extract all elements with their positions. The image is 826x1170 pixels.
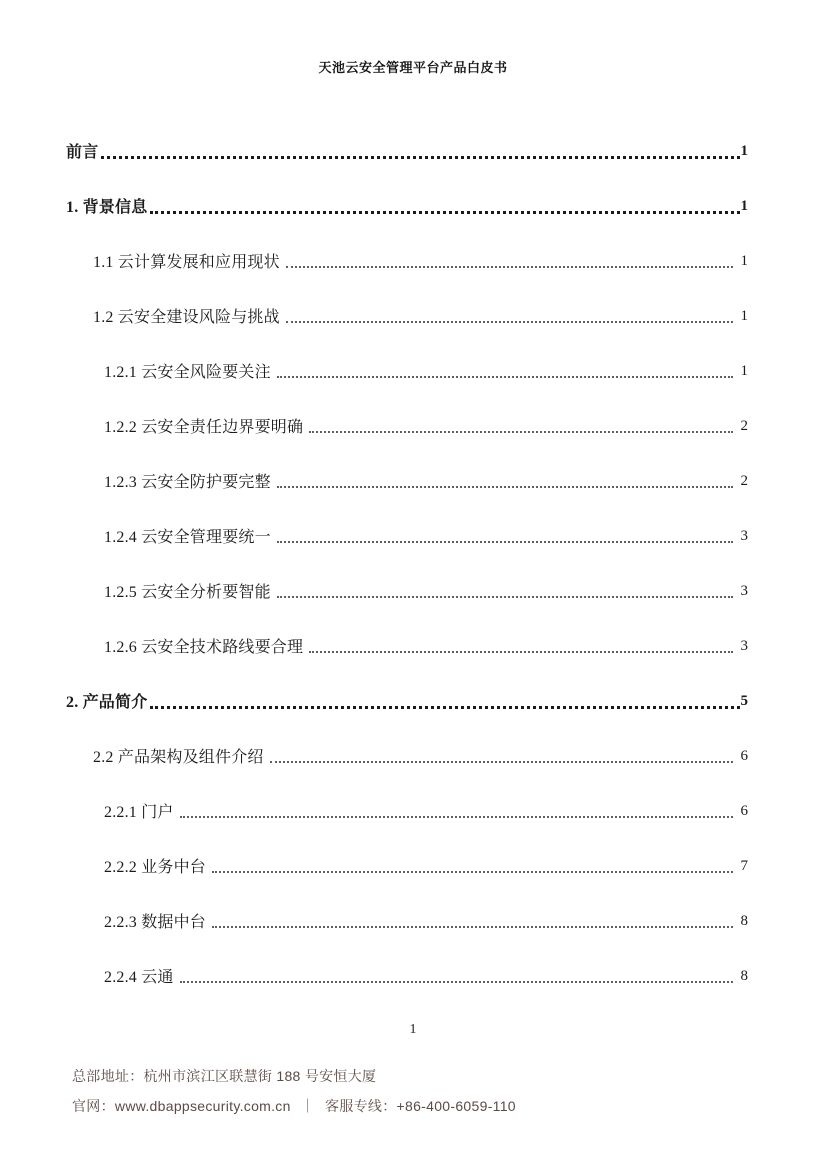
hq-address: 总部地址：杭州市滨江区联慧街 188 号安恒大厦 [72, 1068, 377, 1084]
toc-entry-label: 2.2 产品架构及组件介绍 [93, 749, 264, 766]
toc-entry[interactable] [66, 855, 748, 877]
dot-leader [286, 321, 733, 323]
hotline-label: 客服专线： [325, 1098, 397, 1114]
toc-entry[interactable] [66, 525, 748, 547]
toc-entry-page: 2 [740, 473, 748, 489]
toc-entry-page: 8 [740, 968, 748, 984]
toc-entry-label: 1.2.3 云安全防护要完整 [104, 474, 271, 491]
toc-entry-label: 1.2 云安全建设风险与挑战 [93, 309, 280, 326]
toc-entry-label: 2.2.4 云通 [104, 969, 174, 986]
toc-entry-page: 5 [740, 693, 748, 709]
dot-leader [150, 706, 739, 709]
hotline-number: +86-400-6059-110 [396, 1098, 516, 1114]
dot-leader [180, 816, 733, 818]
footer-address-line [72, 1066, 376, 1086]
toc-entry-label: 1.2.1 云安全风险要关注 [104, 364, 271, 381]
toc-entry-label: 1.2.4 云安全管理要统一 [104, 529, 271, 546]
dot-leader [277, 541, 733, 543]
toc-entry[interactable] [66, 800, 748, 822]
toc-entry[interactable] [66, 690, 748, 712]
website-label: 官网： [72, 1098, 115, 1114]
toc-entry-label: 2.2.2 业务中台 [104, 859, 207, 876]
toc-entry-page: 1 [740, 198, 748, 214]
toc-entry-label: 2.2.3 数据中台 [104, 914, 207, 931]
dot-leader [309, 431, 732, 433]
dot-leader [212, 871, 732, 873]
toc-entry-label: 前言 [66, 144, 99, 161]
toc-entry-page: 3 [740, 638, 748, 654]
dot-leader [150, 211, 739, 214]
page-number: 1 [409, 1022, 417, 1037]
toc-entry-label: 1.2.5 云安全分析要智能 [104, 584, 271, 601]
toc-entry-page: 6 [740, 748, 748, 764]
footer-contact-line [72, 1096, 516, 1116]
toc-entry-page: 1 [740, 143, 748, 159]
toc-entry[interactable] [66, 745, 748, 767]
dot-leader [286, 266, 733, 268]
dot-leader [277, 376, 733, 378]
toc-entry[interactable] [66, 580, 748, 602]
toc-entry-page: 8 [740, 913, 748, 929]
document-title: 天池云安全管理平台产品白皮书 [318, 60, 508, 75]
dot-leader [180, 981, 733, 983]
toc-entry-label: 2. 产品简介 [66, 694, 148, 711]
toc-entry-label: 1.1 云计算发展和应用现状 [93, 254, 280, 271]
toc-entry-page: 1 [740, 253, 748, 269]
toc-entry-page: 1 [740, 308, 748, 324]
dot-leader [270, 761, 733, 763]
dot-leader [309, 651, 732, 653]
toc-entry[interactable] [66, 415, 748, 437]
toc-entry[interactable] [66, 470, 748, 492]
toc-entry-page: 1 [740, 363, 748, 379]
dot-leader [212, 926, 732, 928]
toc-entry-page: 7 [740, 858, 748, 874]
footer-separator: ｜ [300, 1098, 316, 1114]
website-link[interactable]: www.dbappsecurity.com.cn [114, 1098, 291, 1114]
page-header [0, 57, 826, 76]
toc-entry[interactable] [66, 305, 748, 327]
table-of-contents [66, 140, 748, 1020]
toc-entry[interactable] [66, 140, 748, 162]
toc-entry[interactable] [66, 195, 748, 217]
dot-leader [277, 596, 733, 598]
toc-entry-page: 3 [740, 528, 748, 544]
toc-entry-label: 1.2.6 云安全技术路线要合理 [104, 639, 304, 656]
toc-entry-label: 1.2.2 云安全责任边界要明确 [104, 419, 304, 436]
toc-entry[interactable] [66, 965, 748, 987]
toc-entry[interactable] [66, 250, 748, 272]
toc-entry-page: 6 [740, 803, 748, 819]
toc-entry-label: 2.2.1 门户 [104, 804, 174, 821]
dot-leader [101, 156, 739, 159]
toc-entry-label: 1. 背景信息 [66, 199, 148, 216]
toc-entry[interactable] [66, 360, 748, 382]
toc-entry-page: 3 [740, 583, 748, 599]
toc-entry[interactable] [66, 635, 748, 657]
toc-entry[interactable] [66, 910, 748, 932]
toc-entry-page: 2 [740, 418, 748, 434]
dot-leader [277, 486, 733, 488]
